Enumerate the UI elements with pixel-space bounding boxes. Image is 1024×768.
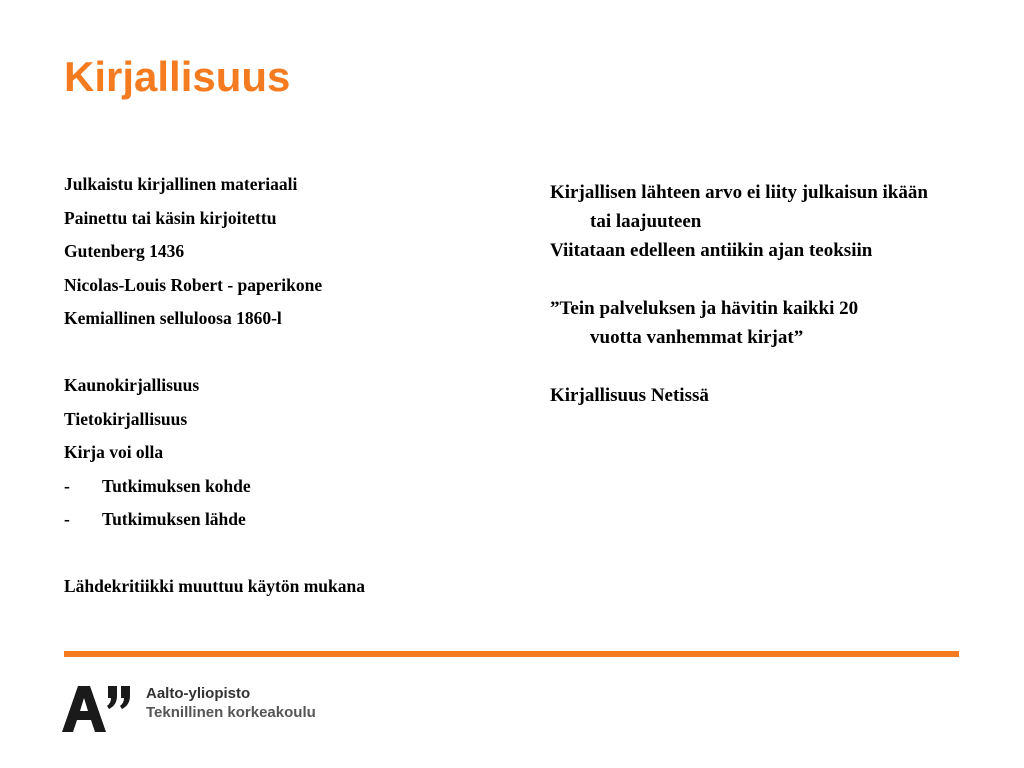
paragraph: Kirjallisuus Netissä bbox=[550, 385, 709, 406]
text-line: Kaunokirjallisuus bbox=[64, 375, 200, 395]
logo-text bbox=[146, 684, 316, 722]
spacer bbox=[550, 265, 950, 294]
text-line: Kemiallinen selluloosa 1860-l bbox=[64, 308, 282, 328]
bullet-item bbox=[64, 505, 404, 539]
aalto-logo-icon bbox=[60, 680, 140, 736]
spacer bbox=[550, 352, 950, 381]
bullet-text: Tutkimuksen kohde bbox=[102, 475, 251, 496]
bullet-item bbox=[64, 472, 404, 506]
bullet-marker: - bbox=[64, 509, 70, 529]
text-line: Gutenberg 1436 bbox=[64, 241, 185, 261]
bullet-marker: - bbox=[64, 475, 70, 496]
text-line: Tietokirjallisuus bbox=[64, 408, 188, 429]
paragraph: Viitataan edelleen antiikin ajan teoksiin bbox=[550, 240, 873, 261]
bullet-text: Tutkimuksen lähde bbox=[102, 509, 246, 529]
logo-subtitle: Teknillinen korkeakoulu bbox=[146, 704, 316, 721]
text-line: Painettu tai käsin kirjoitettu bbox=[64, 207, 277, 228]
text-line: Julkaistu kirjallinen materiaali bbox=[64, 174, 298, 194]
right-column bbox=[550, 178, 950, 410]
spacer bbox=[64, 539, 404, 573]
paragraph: ”Tein palveluksen ja hävitin kaikki 20 vuotta vanhemmat kirjat” bbox=[550, 298, 859, 348]
paragraph: Kirjallisen lähteen arvo ei liity julkaisun ikään tai laajuuteen bbox=[550, 182, 928, 232]
text-line: Kirja voi olla bbox=[64, 442, 164, 462]
closing-text: Lähdekritiikki muuttuu käytön mukana bbox=[64, 576, 366, 596]
spacer bbox=[64, 338, 404, 372]
text-line: Nicolas-Louis Robert - paperikone bbox=[64, 274, 323, 295]
accent-divider bbox=[64, 651, 959, 657]
slide-title: Kirjallisuus bbox=[64, 53, 291, 100]
left-column bbox=[64, 170, 404, 600]
aalto-logo bbox=[60, 680, 340, 740]
logo-name: Aalto-yliopisto bbox=[146, 685, 251, 702]
